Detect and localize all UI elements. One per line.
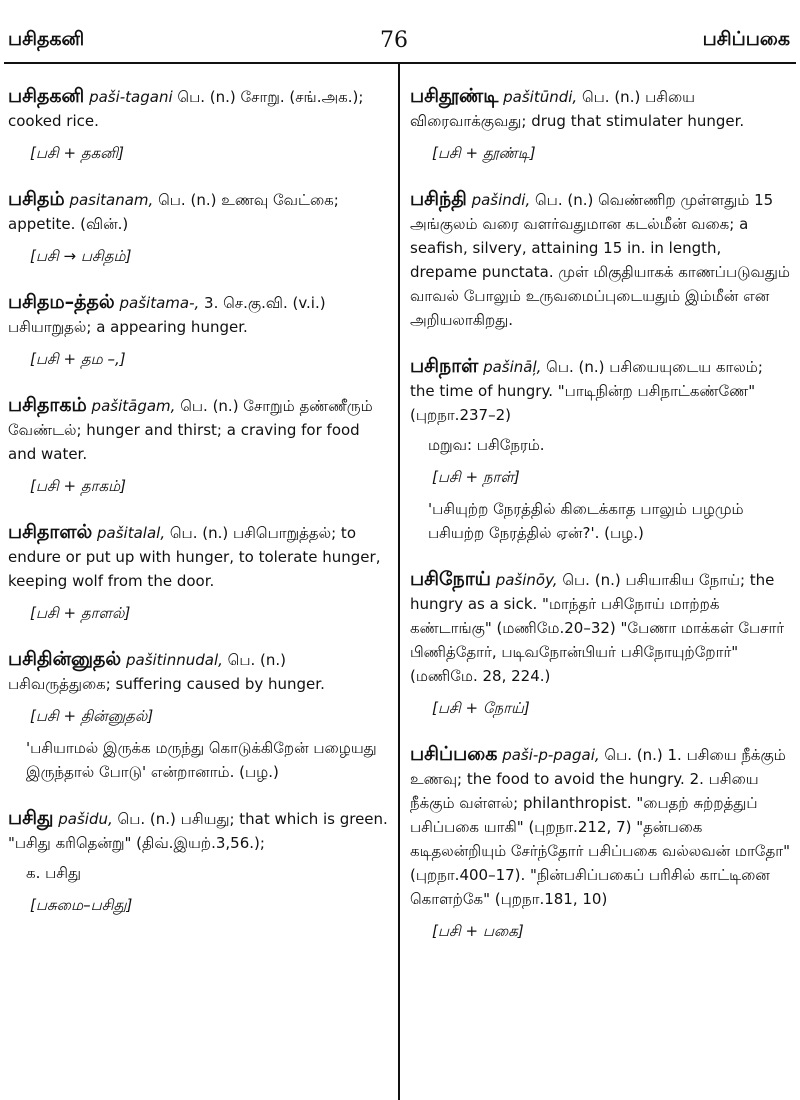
entry-definition: பெ. (n.) பசிவருத்துகை; suffering caused by hunger. bbox=[8, 651, 325, 693]
entry-transliteration: pasitanam, bbox=[69, 191, 154, 209]
entry-headword: பசிந்தி bbox=[410, 188, 467, 210]
entry-transliteration: paši-tagani bbox=[89, 88, 173, 106]
entry-headword: பசிப்பகை bbox=[410, 743, 498, 765]
dictionary-entry bbox=[8, 290, 388, 371]
entry-etymology: [பசி + தாகம்] bbox=[30, 477, 126, 495]
dictionary-entry bbox=[8, 806, 388, 917]
entry-text bbox=[8, 806, 388, 855]
entry-definition: பெ. (n.) உணவு வேட்கை; appetite. (வின்.) bbox=[8, 191, 339, 233]
entry-text bbox=[8, 84, 388, 133]
entry-headword: பசிதம–த்தல் bbox=[8, 291, 115, 313]
entry-transliteration: pašindi, bbox=[471, 191, 531, 209]
dictionary-entry bbox=[410, 742, 790, 943]
entry-text bbox=[8, 393, 388, 466]
entry-definition: பெ. (n.) பசியையுடைய காலம்; the time of hungry. "பாடிநின்ற பசிநாட்கண்ணே" (புறநா.237–2) bbox=[410, 358, 763, 424]
entry-etymology: [பசி + தகனி] bbox=[30, 144, 125, 162]
page-number: 76 bbox=[380, 28, 408, 53]
entry-transliteration: pašitinnudal, bbox=[125, 651, 223, 669]
dictionary-entry bbox=[410, 354, 790, 545]
header-rule bbox=[4, 62, 796, 64]
dictionary-entry bbox=[8, 187, 388, 268]
entry-transliteration: pašidu, bbox=[58, 810, 113, 828]
entry-definition: பெ. (n.) பசிபொறுத்தல்; to endure or put up with hunger, to tolerate hunger, keeping wolf from the door. bbox=[8, 524, 381, 590]
entry-headword: பசிநாள் bbox=[410, 355, 479, 377]
dictionary-entry bbox=[410, 187, 790, 332]
entry-definition: பெ. (n.) 1. பசியை நீக்கும் உணவு; the food to avoid the hungry. 2. பசியை நீக்கும் வள்ளல்; philanthropist. "பைதற் சுற்றத்துப் பசிப்பகை யாகி" (புறநா.212, 7) "தன்பகை கடிதலன்றியும் சேர்ந்தோர் பசிப்பகை வல்லவன் மாதோ" (புறநா.400–17). "நின்பசிப்பகைப் பரிசில் காட்டினை கொளற்கே" (புறநா.181, 10) bbox=[410, 746, 790, 908]
entry-definition: பெ. (n.) பசியை விரைவாக்குவது; drug that stimulater hunger. bbox=[410, 88, 745, 130]
entry-headword: பசிதூண்டி bbox=[410, 85, 499, 107]
left-guide-word: பசிதகனி bbox=[8, 28, 85, 50]
entry-proverb: 'பசியாமல் இருக்க மருந்து கொடுக்கிறேன் பழையது இருந்தால் போடு' என்றானாம். (பழ.) bbox=[26, 739, 377, 781]
page-header bbox=[0, 0, 800, 60]
entry-transliteration: pašitūndi, bbox=[503, 88, 578, 106]
right-column bbox=[410, 84, 790, 965]
entry-definition: பெ. (n.) வெண்ணிற முள்ளதும் 15 அங்குலம் வரை வளர்வதுமான கடல்மீன் வகை; a seafish, silvery, attaining 15 in. in length, drepame punctata. முள் மிகுதியாகக் காணப்படுவதும் வாவல் போலும் உருவமைப்புடையதும் இம்மீன் என அறியலாகிறது. bbox=[410, 191, 790, 329]
column-divider bbox=[398, 64, 400, 1100]
entry-etymology: [பசி + தம –,] bbox=[30, 350, 126, 368]
entry-proverb: 'பசியுற்ற நேரத்தில் கிடைக்காத பாலும் பழமும் பசியற்ற நேரத்தில் ஏன்?'. (பழ.) bbox=[428, 500, 744, 542]
entry-transliteration: pašinōy, bbox=[495, 571, 558, 589]
entry-headword: பசிதகனி bbox=[8, 85, 85, 107]
entry-headword: பசிதம் bbox=[8, 188, 65, 210]
entry-text bbox=[410, 354, 790, 427]
entry-text bbox=[8, 520, 388, 593]
entry-headword: பசிதின்னுதல் bbox=[8, 648, 122, 670]
entry-cognate: க. பசிது bbox=[26, 864, 82, 882]
dictionary-entry bbox=[8, 647, 388, 784]
entry-text bbox=[410, 187, 790, 332]
entry-headword: பசிதாளல் bbox=[8, 521, 93, 543]
entry-definition: பெ. (n.) சோறு. (சங்.அக.); cooked rice. bbox=[8, 88, 364, 130]
entry-etymology: [பசுமை–பசிது] bbox=[30, 896, 133, 914]
dictionary-entry bbox=[410, 567, 790, 720]
entry-transliteration: pašināļ, bbox=[483, 358, 542, 376]
dictionary-entry bbox=[8, 520, 388, 625]
dictionary-entry bbox=[410, 84, 790, 165]
entry-etymology: [பசி + பகை] bbox=[432, 922, 524, 940]
entry-synonym: மறுவ: பசிநேரம். bbox=[428, 436, 545, 454]
right-guide-word: பசிப்பகை bbox=[702, 28, 790, 50]
entry-headword: பசிதாகம் bbox=[8, 394, 87, 416]
entry-transliteration: paši-p-pagai, bbox=[502, 746, 600, 764]
dictionary-entry bbox=[8, 393, 388, 498]
entry-text bbox=[410, 567, 790, 688]
entry-transliteration: pašitama-, bbox=[119, 294, 200, 312]
entry-headword: பசிது bbox=[8, 807, 54, 829]
entry-text bbox=[410, 742, 790, 911]
entry-text bbox=[8, 187, 388, 236]
entry-headword: பசிநோய் bbox=[410, 568, 491, 590]
entry-definition: பெ. (n.) பசியது; that which is green. "பசிது கரிதென்று" (திவ்.இயற்.3,56.); bbox=[8, 810, 388, 852]
entry-etymology: [பசி + நாள்] bbox=[432, 468, 520, 486]
entry-etymology: [பசி + தாளல்] bbox=[30, 604, 131, 622]
left-column bbox=[8, 84, 388, 939]
entry-etymology: [பசி + தின்னுதல்] bbox=[30, 707, 154, 725]
entry-etymology: [பசி + நோய்] bbox=[432, 699, 530, 717]
entry-definition: பெ. (n.) பசியாகிய நோய்; the hungry as a sick. "மாந்தர் பசிநோய் மாற்றக் கண்டாங்கு" (மணிமே.20–32) "பேணா மாக்கள் பேசார் பிணித்தோர், படிவநோன்பியர் பசிநோயுற்றோர்" (மணிமே. 28, 224.) bbox=[410, 571, 785, 685]
entry-text bbox=[410, 84, 790, 133]
entry-text bbox=[8, 290, 388, 339]
entry-transliteration: pašitāgam, bbox=[91, 397, 176, 415]
entry-text bbox=[8, 647, 388, 696]
entry-transliteration: pašitalal, bbox=[97, 524, 166, 542]
entry-etymology: [பசி + தூண்டி] bbox=[432, 144, 536, 162]
entry-etymology: [பசி → பசிதம்] bbox=[30, 247, 132, 265]
entry-definition: 3. செ.கு.வி. (v.i.) பசியாறுதல்; a appearing hunger. bbox=[8, 294, 326, 336]
dictionary-entry bbox=[8, 84, 388, 165]
entry-definition: பெ. (n.) சோறும் தண்ணீரும் வேண்டல்; hunger and thirst; a craving for food and water. bbox=[8, 397, 373, 463]
